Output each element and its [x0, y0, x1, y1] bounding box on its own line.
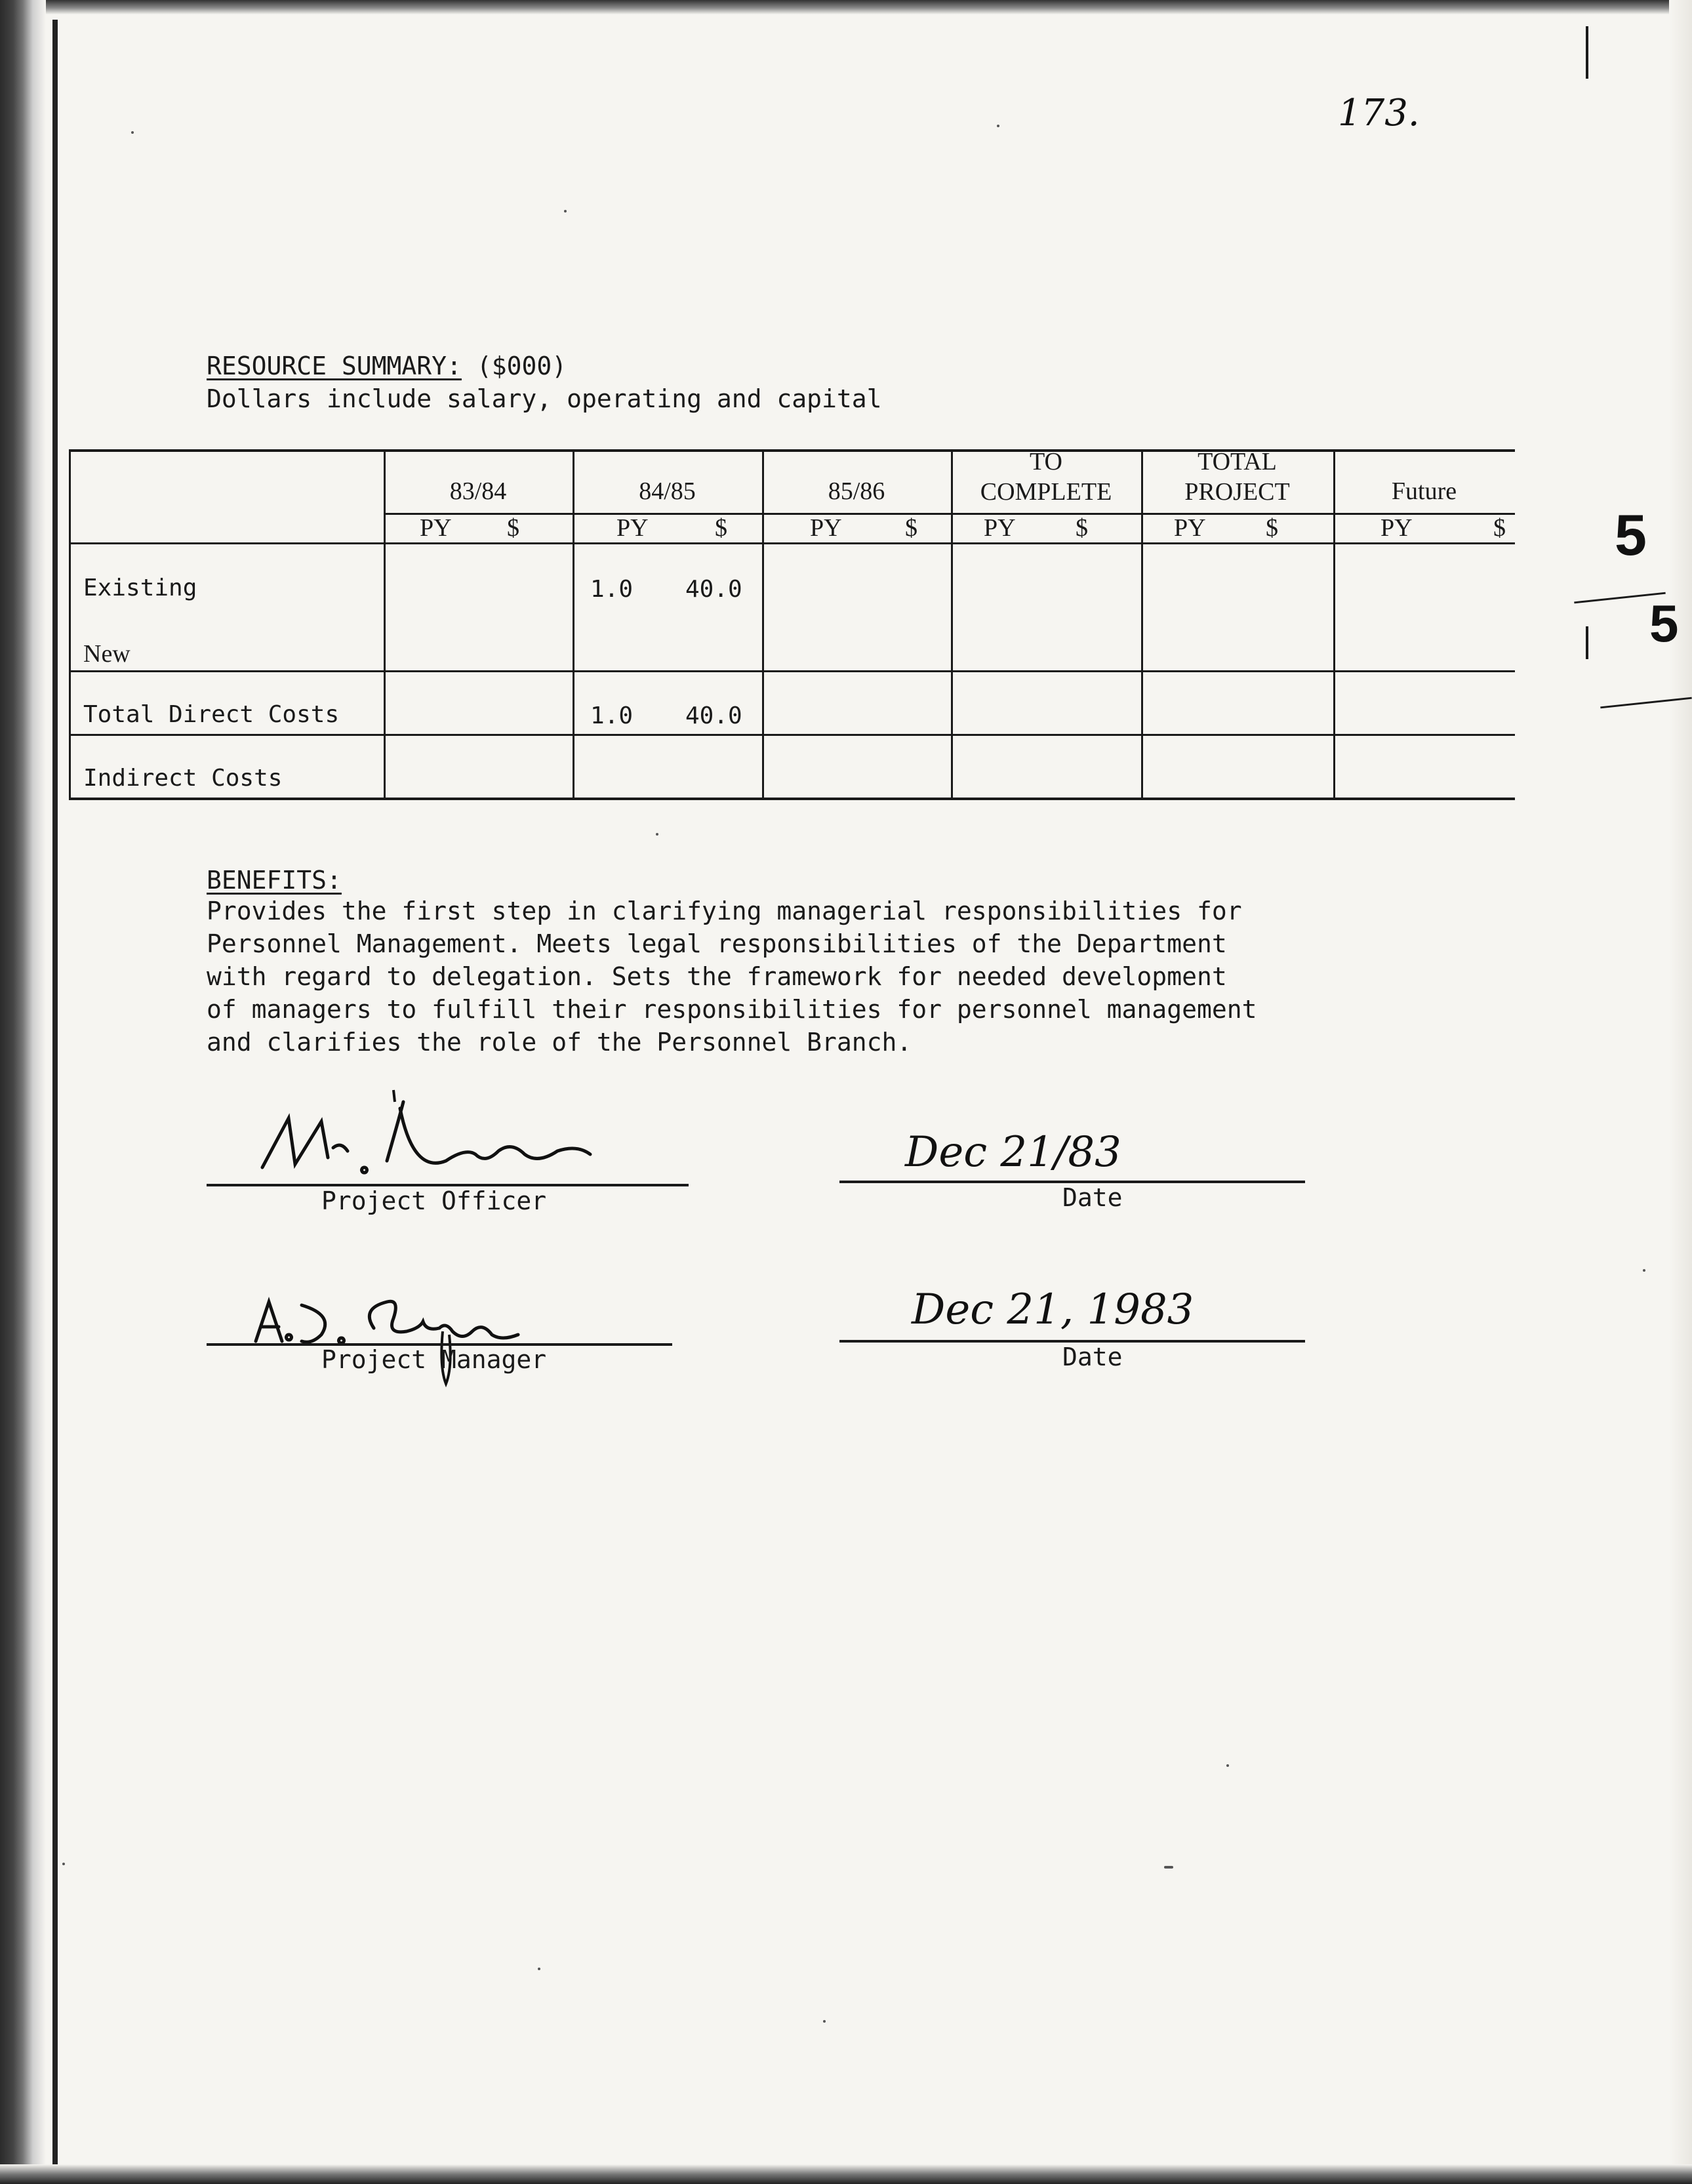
- scan-edge-bottom: [0, 2164, 1692, 2184]
- row-label-existing: Existing: [83, 575, 197, 601]
- column-header: 84/85: [639, 477, 696, 505]
- subheader-py: PY: [810, 514, 842, 542]
- table-rule-subheader: [384, 513, 1515, 515]
- officer-date-label: Date: [1062, 1183, 1123, 1212]
- column-header: Future: [1391, 477, 1457, 505]
- resource-summary-title: RESOURCE SUMMARY:: [207, 352, 462, 380]
- officer-date-handwritten: Dec 21/83: [905, 1128, 1121, 1177]
- column-header: 83/84: [449, 477, 507, 505]
- table-cell: 40.0: [685, 576, 742, 603]
- resource-summary-unit: ($000): [461, 352, 567, 380]
- scan-edge-left: [0, 0, 46, 2184]
- subheader-dollar: $: [1266, 514, 1278, 542]
- subheader-py: PY: [1174, 514, 1206, 542]
- row-label-indirect: Indirect Costs: [83, 765, 283, 792]
- scan-binding-line: [52, 20, 58, 2171]
- subheader-py: PY: [984, 514, 1016, 542]
- scan-edge-right: [1669, 0, 1692, 2184]
- margin-tab-mark: 5: [1615, 502, 1647, 567]
- subheader-dollar: $: [905, 514, 917, 542]
- scan-speck: [131, 131, 134, 134]
- scan-speck: [997, 125, 999, 127]
- table-rule-header-bottom: [69, 542, 1515, 544]
- table-cell: 40.0: [685, 702, 742, 729]
- benefits-text: Provides the first step in clarifying managerial responsibilities for Personnel Management. Meets legal responsibilities of the Department with regard to delegation. Sets the framework for needed development of managers to fulfill their responsibilities for personnel management and clarifies the role of the Personnel Branch.: [207, 897, 1257, 1057]
- scan-speck: [1226, 1764, 1229, 1767]
- manager-label: Project Manager: [321, 1345, 547, 1374]
- row-label-new: New: [83, 640, 131, 668]
- resource-summary-heading: [207, 350, 567, 382]
- scan-speck: [1164, 1866, 1173, 1869]
- scan-speck: [823, 2020, 826, 2023]
- scan-speck: [656, 833, 658, 836]
- subheader-dollar: $: [1493, 514, 1506, 542]
- subheader-dollar: $: [715, 514, 727, 542]
- row-label-total-direct: Total Direct Costs: [83, 701, 340, 728]
- manager-signature: [243, 1269, 557, 1394]
- table-col-rule: [69, 449, 71, 800]
- subheader-dollar: $: [1076, 514, 1088, 542]
- officer-signature: [249, 1089, 603, 1187]
- scan-speck: [62, 1863, 65, 1865]
- scan-speck: [564, 210, 567, 212]
- margin-tick: [1586, 26, 1588, 79]
- benefits-heading: BENEFITS:: [207, 866, 342, 895]
- table-cell: 1.0: [590, 702, 634, 729]
- table-rule-row-1: [69, 670, 1515, 672]
- resource-table: [69, 449, 1515, 800]
- table-rule-bottom: [69, 798, 1515, 800]
- margin-tick: [1586, 626, 1588, 659]
- subheader-dollar: $: [507, 514, 519, 542]
- resource-summary-note: Dollars include salary, operating and capital: [207, 384, 882, 413]
- scan-speck: [1643, 1269, 1645, 1272]
- table-rule-row-2: [69, 734, 1515, 736]
- column-header: TOTAL PROJECT: [1184, 448, 1290, 506]
- officer-label: Project Officer: [321, 1186, 547, 1215]
- column-header: TO COMPLETE: [980, 448, 1112, 506]
- column-header: 85/86: [828, 477, 885, 505]
- table-cell: 1.0: [590, 576, 634, 603]
- margin-tab-mark: 5: [1649, 594, 1679, 653]
- manager-date-handwritten: Dec 21, 1983: [912, 1285, 1194, 1334]
- page-number: 173.: [1338, 92, 1420, 134]
- scan-edge-top: [0, 0, 1692, 14]
- scan-speck: [538, 1968, 540, 1970]
- manager-date-label: Date: [1062, 1343, 1123, 1371]
- subheader-py: PY: [420, 514, 452, 542]
- subheader-py: PY: [1380, 514, 1413, 542]
- subheader-py: PY: [616, 514, 649, 542]
